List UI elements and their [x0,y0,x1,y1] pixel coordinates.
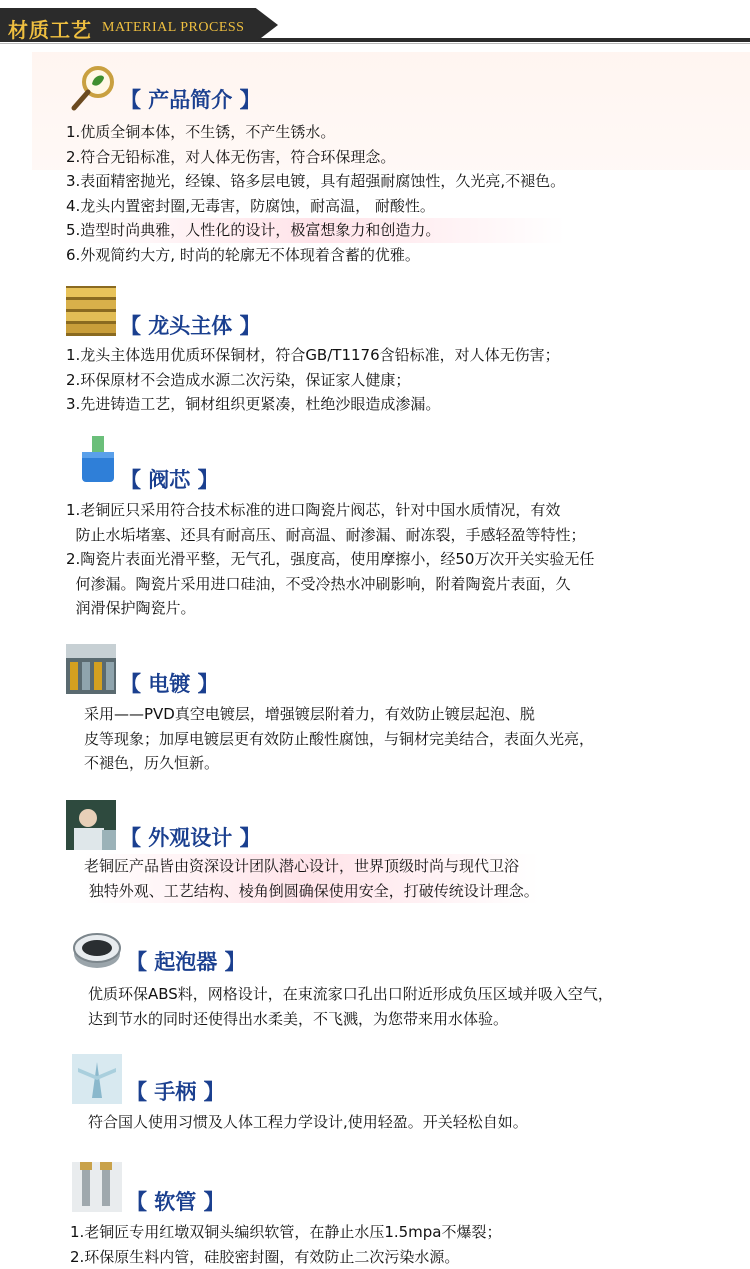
list-item: 1.老铜匠专用红墩双铜头编织软管，在静止水压1.5mpa不爆裂； [70,1223,502,1241]
section-aerator [0,924,750,1036]
list-item: 老铜匠产品皆由资深设计团队潜心设计，世界顶级时尚与现代卫浴 [84,854,539,879]
header-rule-shadow [0,43,750,44]
section-faucet-body [0,286,750,421]
header-title-cn: 材质工艺 [8,18,92,42]
designer-photo-icon [66,800,116,850]
section-lines [66,343,560,417]
section-lines [88,982,613,1031]
list-item: 防止水垢堵塞、还具有耐高压、耐高温、耐渗漏、耐冻裂，手感轻盈等特性； [66,525,586,544]
section-product-intro [0,60,750,270]
section-hose [0,1160,750,1269]
section-title: 【 外观设计 】 [120,826,261,850]
section-title: 【 龙头主体 】 [120,314,261,338]
list-item: 6.外观简约大方, 时尚的轮廓无不体现着含蓄的优雅。 [66,245,420,264]
list-item: 2.符合无铅标准，对人体无伤害，符合环保理念。 [66,147,396,166]
list-item: 2.陶瓷片表面光滑平整，无气孔，强度高，使用摩擦小，经50万次开关实验无任 [66,550,595,568]
section-title: 【 手柄 】 [126,1080,225,1104]
list-item: 润滑保护陶瓷片。 [66,599,196,617]
section-header [0,0,750,48]
section-title: 【 软管 】 [126,1190,225,1214]
magnifier-leaf-icon [68,62,118,112]
list-item: 1.优质全铜本体，不生锈，不产生锈水。 [66,123,336,141]
list-item: 不褪色，历久恒新。 [84,754,220,772]
list-item: 2.环保原生料内管，硅胶密封圈，有效防止二次污染水源。 [70,1247,460,1266]
list-item: 3.表面精密抛光，经镍、铬多层电镀，具有超强耐腐蚀性，久光亮,不褪色。 [66,172,566,190]
section-lines [66,120,565,267]
list-item: 优质环保ABS料，网格设计，在束流家口孔出口附近形成负压区域并吸入空气， [88,985,613,1003]
section-plating [0,644,750,784]
copper-bars-icon [66,286,116,336]
section-title: 【 电镀 】 [120,672,219,696]
list-item: 皮等现象；加厚电镀层更有效防止酸性腐蚀，与铜材完美结合，表面久光亮， [84,729,595,748]
aerator-icon [72,924,122,974]
header-title-en: MATERIAL PROCESS [102,20,245,35]
list-item: 采用——PVD真空电镀层，增强镀层附着力，有效防止镀层起泡、脱 [84,705,535,723]
section-lines [88,1110,528,1135]
list-item: 达到节水的同时还使得出水柔美，不飞溅，为您带来用水体验。 [88,1009,509,1028]
list-item: 3.先进铸造工艺，铜材组织更紧凑，杜绝沙眼造成渗漏。 [66,395,441,413]
list-item: 符合国人使用习惯及人体工程力学设计,使用轻盈。开关轻松自如。 [88,1113,528,1131]
section-lines [84,854,539,903]
section-valve-core [0,436,750,626]
valve-cartridge-icon [74,436,124,486]
section-lines [84,702,594,776]
list-item: 5.造型时尚典雅，人性化的设计，极富想象力和创造力。 [66,218,565,243]
section-title: 【 阀芯 】 [120,468,219,492]
list-item: 何渗漏。陶瓷片采用进口硅油，不受冷热水冲刷影响，附着陶瓷片表面，久 [66,574,571,593]
section-appearance-design [0,800,750,910]
plating-factory-icon [66,644,116,694]
section-lines [70,1220,502,1269]
section-lines [66,498,594,621]
section-handle [0,1052,750,1142]
list-item: 4.龙头内置密封圈,无毒害，防腐蚀，耐高温， 耐酸性。 [66,196,435,215]
handle-icon [72,1054,122,1104]
list-item: 1.老铜匠只采用符合技术标准的进口陶瓷片阀芯，针对中国水质情况，有效 [66,501,561,519]
list-item: 1.龙头主体选用优质环保铜材，符合GB/T1176含铅标准，对人体无伤害； [66,346,560,364]
section-title: 【 起泡器 】 [126,950,246,974]
list-item: 独特外观、工艺结构、棱角倒圆确保使用安全，打破传统设计理念。 [84,879,539,904]
section-title: 【 产品简介 】 [120,88,261,112]
list-item: 2.环保原材不会造成水源二次污染，保证家人健康； [66,370,411,389]
braided-hose-icon [72,1162,122,1212]
